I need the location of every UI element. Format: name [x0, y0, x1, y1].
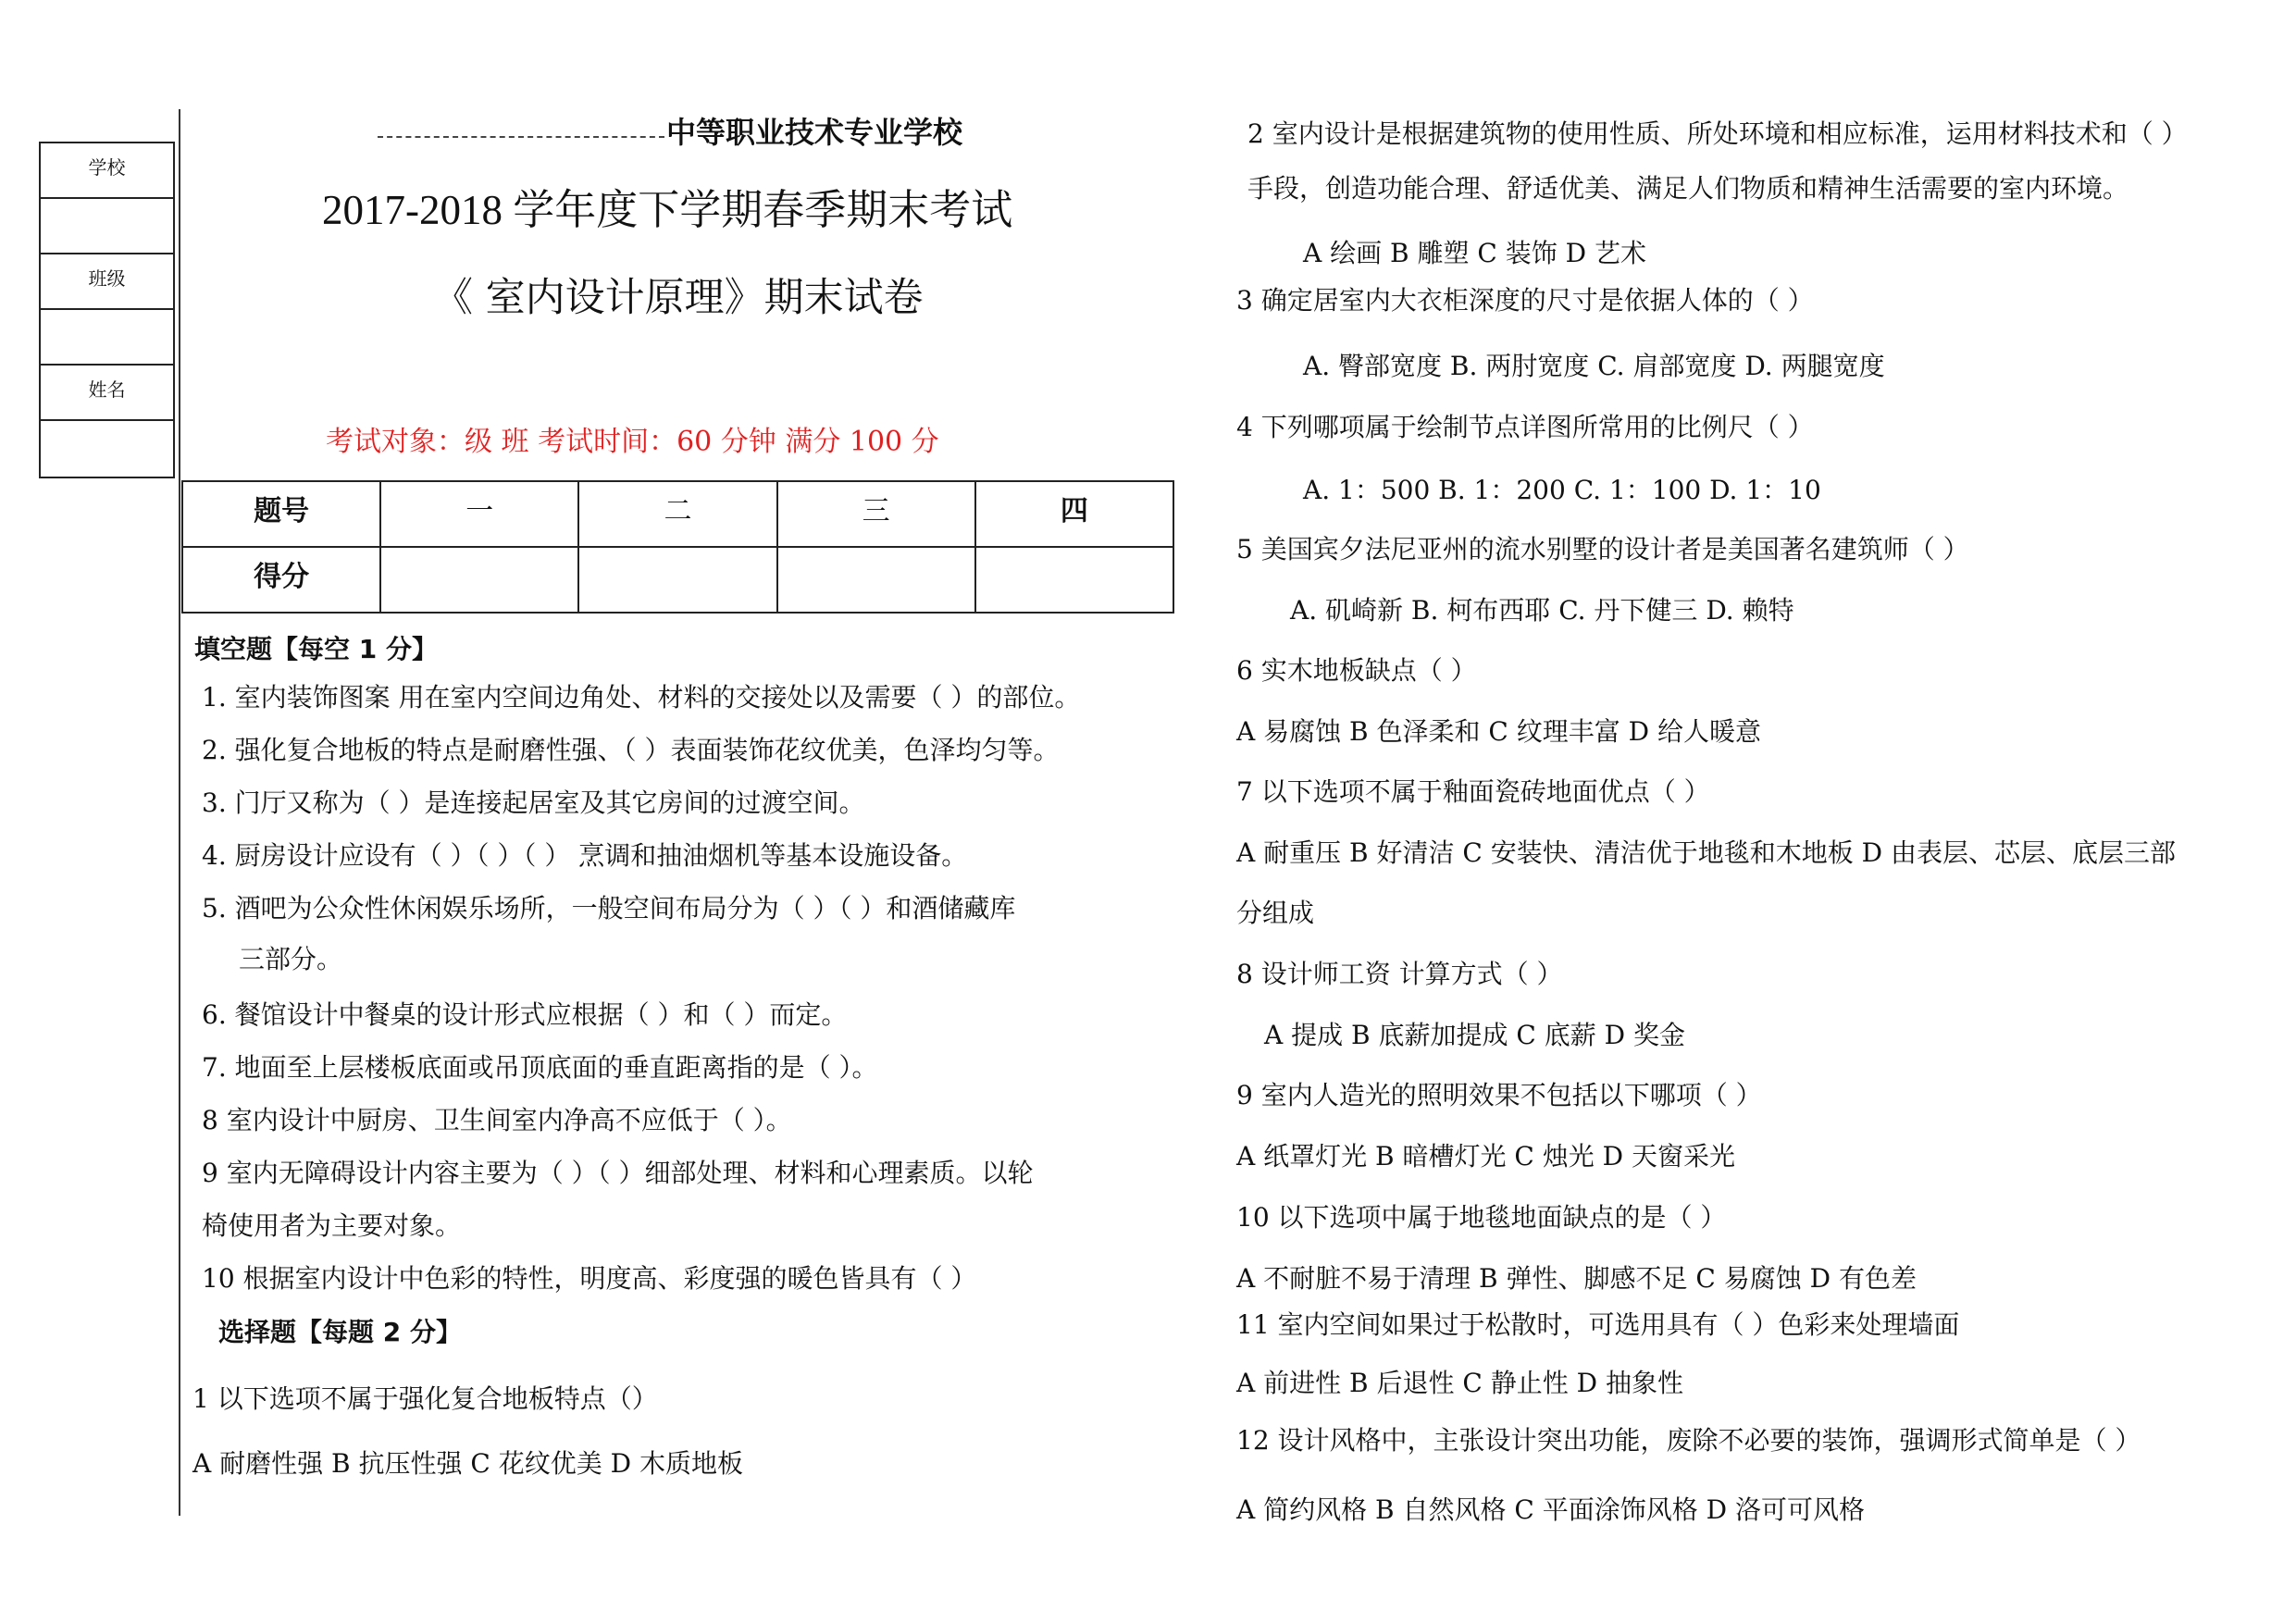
fill-question: 8 室内设计中厨房、卫生间室内净高不应低于（ ）。	[202, 1105, 792, 1135]
exam-title: 2017-2018 学年度下学期春季期末考试	[322, 187, 1013, 233]
choice-options: A 易腐蚀 B 色泽柔和 C 纹理丰富 D 给人暖意	[1236, 716, 1761, 747]
fill-question: 5. 酒吧为公众性休闲娱乐场所，一般空间布局分为（ ）（ ）和酒储藏库	[202, 893, 1016, 924]
fill-question: 椅使用者为主要对象。	[202, 1210, 462, 1241]
fill-question: 三部分。	[239, 944, 343, 974]
score-entry-cell[interactable]	[975, 547, 1173, 613]
fill-section-title: 填空题【每空 1 分】	[194, 634, 438, 664]
choice-options: A 耐磨性强 B 抗压性强 C 花纹优美 D 木质地板	[192, 1448, 743, 1479]
choice-options: A 提成 B 底薪加提成 C 底薪 D 奖金	[1264, 1020, 1685, 1050]
choice-options: A 简约风格 B 自然风格 C 平面涂饰风格 D 洛可可风格	[1236, 1494, 1865, 1525]
choice-options: A 不耐脏不易于清理 B 弹性、脚感不足 C 易腐蚀 D 有色差	[1236, 1263, 1917, 1294]
choice-question: 1 以下选项不属于强化复合地板特点（）	[192, 1383, 658, 1414]
choice-options: A 纸罩灯光 B 暗槽灯光 C 烛光 D 天窗采光	[1236, 1141, 1735, 1172]
binding-line	[179, 109, 180, 1516]
table-cell: 三	[777, 481, 975, 547]
choice-options: A. 矶崎新 B. 柯布西耶 C. 丹下健三 D. 赖特	[1290, 595, 1794, 626]
choice-options: A 耐重压 B 好清洁 C 安装快、清洁优于地毯和木地板 D 由表层、芯层、底层三部	[1236, 837, 2176, 868]
table-cell: 二	[578, 481, 776, 547]
choice-question: 9 室内人造光的照明效果不包括以下哪项（ ）	[1236, 1080, 1762, 1110]
name-field[interactable]	[41, 421, 173, 477]
fill-question: 7. 地面至上层楼板底面或吊顶底面的垂直距离指的是（ ）。	[202, 1052, 878, 1083]
choice-question: 3 确定居室内大衣柜深度的尺寸是依据人体的（ ）	[1236, 285, 1814, 316]
score-entry-cell[interactable]	[777, 547, 975, 613]
choice-question: 8 设计师工资 计算方式（ ）	[1236, 959, 1563, 989]
table-cell: 一	[380, 481, 578, 547]
school-field[interactable]	[41, 199, 173, 254]
choice-question: 5 美国宾夕法尼亚州的流水别墅的设计者是美国著名建筑师（ ）	[1236, 534, 1969, 564]
choice-options: A. 臀部宽度 B. 两肘宽度 C. 肩部宽度 D. 两腿宽度	[1303, 351, 1885, 381]
score-entry-cell[interactable]	[578, 547, 776, 613]
choice-question: 6 实木地板缺点（ ）	[1236, 655, 1477, 686]
paper-subtitle: 《 室内设计原理》期末试卷	[433, 275, 924, 321]
score-table	[181, 480, 1174, 614]
table-cell: 四	[975, 481, 1173, 547]
choice-question: 手段，创造功能合理、舒适优美、满足人们物质和精神生活需要的室内环境。	[1247, 173, 2129, 204]
score-table-score-row	[182, 547, 1173, 613]
class-label: 班级	[41, 254, 173, 310]
choice-options: 分组成	[1236, 898, 1315, 928]
school-name-blank	[378, 116, 664, 138]
fill-question: 3. 门厅又称为（ ）是连接起居室及其它房间的过渡空间。	[202, 787, 865, 818]
school-name: 中等职业技术专业学校	[666, 115, 963, 150]
choice-options: A 绘画 B 雕塑 C 装饰 D 艺术	[1303, 238, 1646, 268]
table-cell: 得分	[182, 547, 380, 613]
choice-question: 4 下列哪项属于绘制节点详图所常用的比例尺（ ）	[1236, 412, 1814, 442]
fill-question: 2. 强化复合地板的特点是耐磨性强、（ ）表面装饰花纹优美，色泽均匀等。	[202, 735, 1060, 765]
choice-question: 12 设计风格中，主张设计突出功能，废除不必要的装饰，强调形式简单是（ ）	[1236, 1425, 2141, 1456]
fill-question: 6. 餐馆设计中餐桌的设计形式应根据（ ）和（ ）而定。	[202, 999, 848, 1030]
school-label: 学校	[41, 143, 173, 199]
fill-question: 1. 室内装饰图案 用在室内空间边角处、材料的交接处以及需要（ ）的部位。	[202, 682, 1081, 713]
fill-question: 4. 厨房设计应设有（ ）（ ）（ ） 烹调和抽油烟机等基本设施设备。	[202, 840, 968, 871]
exam-info: 考试对象：级 班 考试时间：60 分钟 满分 100 分	[326, 426, 939, 458]
choice-question: 11 室内空间如果过于松散时，可选用具有（ ）色彩来处理墙面	[1236, 1309, 1960, 1340]
choice-section-title: 选择题【每题 2 分】	[218, 1317, 462, 1347]
score-entry-cell[interactable]	[380, 547, 578, 613]
fill-question: 10 根据室内设计中色彩的特性，明度高、彩度强的暖色皆具有（ ）	[202, 1263, 977, 1294]
student-info-box	[39, 142, 175, 478]
score-table-header-row	[182, 481, 1173, 547]
fill-question: 9 室内无障碍设计内容主要为（ ）（ ）细部处理、材料和心理素质。以轮	[202, 1158, 1034, 1188]
choice-question: 10 以下选项中属于地毯地面缺点的是（ ）	[1236, 1202, 1727, 1233]
choice-question: 2 室内设计是根据建筑物的使用性质、所处环境和相应标准，运用材料技术和（ ）	[1247, 118, 2188, 149]
choice-question: 7 以下选项不属于釉面瓷砖地面优点（ ）	[1236, 776, 1710, 807]
class-field[interactable]	[41, 310, 173, 366]
choice-options: A. 1：500 B. 1：200 C. 1：100 D. 1：10	[1303, 475, 1821, 505]
choice-options: A 前进性 B 后退性 C 静止性 D 抽象性	[1236, 1368, 1683, 1398]
name-label: 姓名	[41, 366, 173, 421]
table-cell: 题号	[182, 481, 380, 547]
